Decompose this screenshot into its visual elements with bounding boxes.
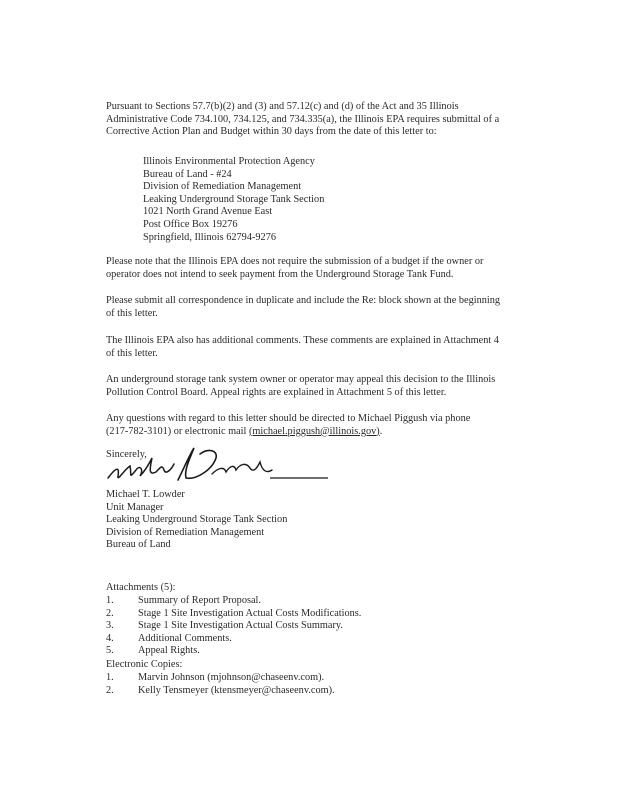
list-item <box>106 645 546 658</box>
item-number: 2. <box>106 607 114 619</box>
item-text: Stage 1 Site Investigation Actual Costs Summary. <box>138 620 343 632</box>
address-line: Post Office Box 19276 <box>143 218 238 230</box>
item-number: 4. <box>106 632 114 644</box>
list-item <box>106 685 546 698</box>
item-number: 5. <box>106 645 114 657</box>
intro-line: Administrative Code 734.100, 734.125, and 734.335(a), the Illinois EPA requires submittal of a <box>106 113 500 125</box>
mailing-address <box>143 156 443 244</box>
intro-paragraph <box>106 101 546 139</box>
signer-line: Bureau of Land <box>106 539 171 551</box>
attachments-list <box>106 595 546 658</box>
copies-list <box>106 672 546 697</box>
comments-paragraph <box>106 335 546 360</box>
paragraph-line: Please note that the Illinois EPA does not require the submission of a budget if the owner or <box>106 256 484 267</box>
contact-email-link[interactable]: (michael.piggush@illinois.gov) <box>248 425 380 437</box>
signer-line: Unit Manager <box>106 501 164 513</box>
list-item <box>106 595 546 608</box>
list-item <box>106 672 546 685</box>
address-line: Illinois Environmental Protection Agency <box>143 156 315 167</box>
address-line: Springfield, Illinois 62794-9276 <box>143 231 276 243</box>
intro-line: Corrective Action Plan and Budget within 30 days from the date of this letter to: <box>106 126 437 138</box>
correspondence-paragraph <box>106 295 546 320</box>
paragraph-line: An underground storage tank system owner or operator may appeal this decision to the Illinois <box>106 374 496 385</box>
item-text: Appeal Rights. <box>138 645 200 657</box>
copies-heading-text: Electronic Copies: <box>106 659 183 670</box>
list-item <box>106 608 546 621</box>
paragraph-line: The Illinois EPA also has additional comments. These comments are explained in Attachment 4 <box>106 335 499 346</box>
paragraph-line: operator does not intend to seek payment from the Underground Storage Tank Fund. <box>106 268 454 280</box>
paragraph-line: Pollution Control Board. Appeal rights are explained in Attachment 5 of this letter. <box>106 386 447 398</box>
item-text: Marvin Johnson (mjohnson@chaseenv.com). <box>138 672 325 683</box>
questions-paragraph <box>106 413 546 438</box>
address-line: Leaking Underground Storage Tank Section <box>143 193 325 205</box>
appeal-paragraph <box>106 374 546 399</box>
questions-prefix: (217-782-3101) or electronic mail <box>106 425 249 437</box>
paragraph-line: of this letter. <box>106 347 158 359</box>
attachments-heading <box>106 582 546 595</box>
attachments-heading-text: Attachments (5): <box>106 582 176 593</box>
item-text: Kelly Tensmeyer (ktensmeyer@chaseenv.com). <box>138 684 335 696</box>
address-line: Division of Remediation Management <box>143 181 302 193</box>
intro-line: Pursuant to Sections 57.7(b)(2) and (3) and 57.12(c) and (d) of the Act and 35 Illinois <box>106 101 459 112</box>
signer-block <box>106 489 546 552</box>
item-number: 1. <box>106 595 114 606</box>
list-item <box>106 633 546 646</box>
copies-heading <box>106 659 546 672</box>
paragraph-line: Any questions with regard to this letter should be directed to Michael Piggush via phone <box>106 413 471 424</box>
signer-line: Michael T. Lowder <box>106 489 185 500</box>
paragraph-line-email <box>106 426 546 439</box>
list-item <box>106 620 546 633</box>
item-number: 2. <box>106 684 114 696</box>
address-line: 1021 North Grand Avenue East <box>143 206 273 218</box>
item-text: Stage 1 Site Investigation Actual Costs Modifications. <box>138 607 362 619</box>
item-text: Summary of Report Proposal. <box>138 595 261 606</box>
signer-line: Leaking Underground Storage Tank Section <box>106 514 288 526</box>
handwritten-signature-icon <box>100 440 330 492</box>
sincerely-text: Sincerely, <box>106 449 147 460</box>
item-text: Additional Comments. <box>138 632 232 644</box>
paragraph-line: Please submit all correspondence in duplicate and include the Re: block shown at the beginning <box>106 295 501 306</box>
signer-line: Division of Remediation Management <box>106 526 265 538</box>
item-number: 1. <box>106 672 114 683</box>
paragraph-line: of this letter. <box>106 307 158 319</box>
questions-suffix: . <box>379 425 383 437</box>
address-line: Bureau of Land - #24 <box>143 168 232 180</box>
item-number: 3. <box>106 620 114 632</box>
budget-paragraph <box>106 256 546 281</box>
